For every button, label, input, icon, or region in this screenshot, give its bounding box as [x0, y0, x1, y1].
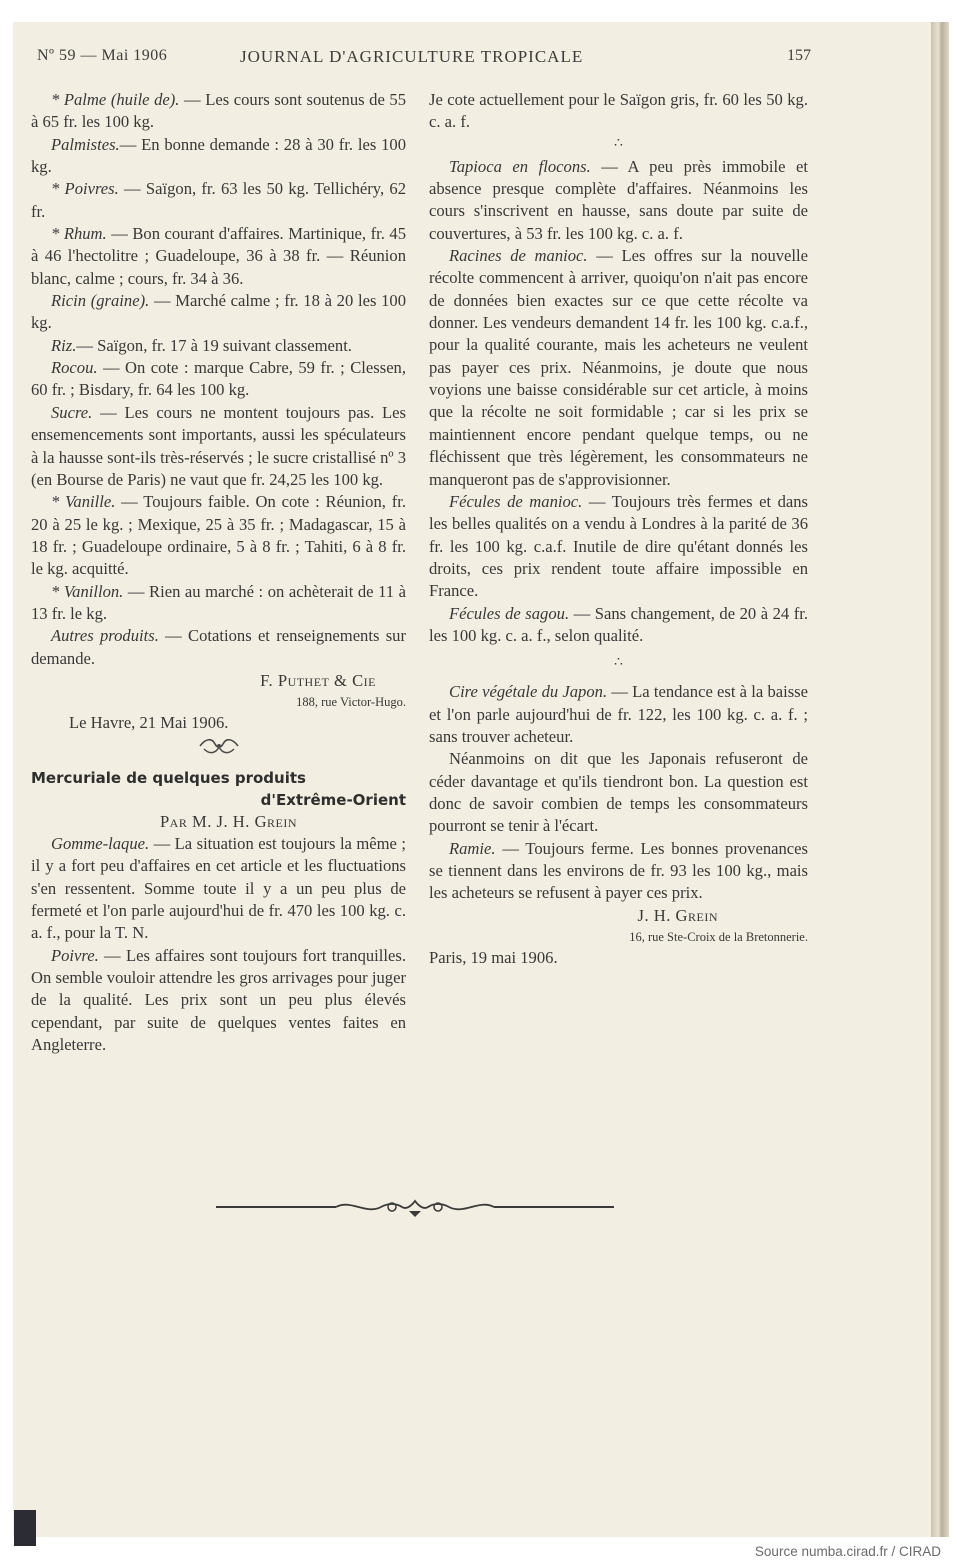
- section-separator: ∴: [614, 135, 623, 151]
- entry-autres-produits: Autres produits. — Cotations et renseignements sur demande.: [31, 626, 406, 668]
- right-column: [429, 89, 808, 969]
- entry-fecules-manioc: Fécules de manioc. — Toujours très fermes et dans les belles qualités on a vendu à Londres à la parité de 36 fr. les 100 kg. c.a.f. Inutile de dire qu'étant donnés les droits, ces prix rendent toute affaire impossible en France.: [429, 491, 808, 601]
- entry-japonais: Néanmoins on dit que les Japonais refuseront de céder davantage et qu'ils tiendront bon. La question est donc de savoir combien de temps les consommateurs pourront se tenir à l'écart.: [429, 749, 808, 836]
- running-header: [37, 45, 811, 69]
- entry-racines-manioc: Racines de manioc. — Les offres sur la nouvelle récolte commencent à arriver, quoiqu'on n'ait pas encore de données bien exactes sur ce que cette récolte va donner. Les vendeurs demandent 14 fr. les 100 kg. c.a.f., pour la qualité courante, mais les acheteurs ne veulent pas payer ces prix. Néanmoins, je doute que nous voyions une baisse considérable sur cet article, à moins que la récolte ne soit formidable ; car si les prix se maintiennent encore pendant quelque temps, ou ne fléchissent que très légèrement, les consommateurs ne manqueront pas de s'approvisionner.: [429, 246, 808, 489]
- entry-riz: Riz.— Saïgon, fr. 17 à 19 suivant classement.: [51, 335, 352, 355]
- fleuron-ornament: [31, 735, 406, 761]
- entry-rocou: Rocou. — On cote : marque Cabre, 59 fr. ; Clessen, 60 fr. ; Bisdary, fr. 64 les 100 kg.: [31, 358, 406, 400]
- entry-rhum: * Rhum. — Bon courant d'affaires. Martinique, fr. 45 à 46 l'hectolitre ; Guadeloupe, 36 à 38 fr. — Réunion blanc, calme ; cours, fr. 34 à 36.: [31, 224, 406, 288]
- issue-label: Nº 59 — Mai 1906: [37, 47, 168, 64]
- entry-vanillon: * Vanillon. — Rien au marché : on achèterait de 11 à 13 fr. le kg.: [31, 581, 406, 623]
- entry-sucre: Sucre. — Les cours ne montent toujours pas. Les ensemencements sont importants, aussi les spéculateurs à la hausse sont-ils très-réservés ; le sucre cristallisé nº 3 (en Bourse de Paris) ne vaut que fr. 24,25 les 100 kg.: [31, 402, 406, 489]
- journal-title: JOURNAL D'AGRICULTURE TROPICALE: [240, 47, 584, 66]
- entry-cire-vegetale: Cire végétale du Japon. — La tendance est à la baisse et l'on parle aujourd'hui de fr. 122, les 100 kg. c. a. f. ; sans trouver acheteur.: [429, 682, 809, 746]
- source-credit: Source numba.cirad.fr / CIRAD: [754, 1544, 941, 1559]
- entry-ramie: Ramie. — Toujours ferme. Les bonnes provenances se tiennent dans les environs de fr. 93 les 100 kg., mais les acheteurs se refusent à payer ces prix.: [429, 838, 808, 903]
- dateline-2: Paris, 19 mai 1906.: [429, 948, 558, 968]
- left-column: [31, 89, 406, 1056]
- section-title: Mercuriale de quelques produits d'Extrême-Orient: [31, 768, 406, 809]
- section-separator-2: ∴: [614, 655, 623, 671]
- book-page-edges: [931, 22, 949, 1537]
- entry-ricin: Ricin (graine). — Marché calme ; fr. 18 à 20 les 100 kg.: [31, 291, 406, 333]
- book-binding: [14, 1510, 36, 1546]
- entry-poivre: Poivre. — Les affaires sont toujours fort tranquilles. On semble vouloir attendre les gros arrivages pour juger de la qualité. Les prix sont un peu plus élevés cependant, par suite de quelques ventes faites en Angleterre.: [31, 945, 406, 1055]
- entry-gomme-laque: Gomme-laque. — La situation est toujours la même ; il y a fort peu d'affaires en cet article et les fluctuations s'en ressentent. Somme toute il y a un peu plus de fermeté et l'on parle aujourd'hui de fr. 470 les 100 kg. c. a. f., pour la T. N.: [31, 833, 406, 943]
- dateline: Le Havre, 21 Mai 1906.: [69, 713, 229, 733]
- signature-address: 188, rue Victor-Hugo.: [296, 695, 406, 710]
- page-number: 157: [787, 47, 811, 64]
- entry-poivres: * Poivres. — Saïgon, fr. 63 les 50 kg. Tellichéry, 62 fr.: [31, 179, 406, 221]
- byline: Par M. J. H. Grein: [159, 811, 298, 831]
- entry-palme: * Palme (huile de). — Les cours sont soutenus de 55 à 65 fr. les 100 kg.: [31, 90, 406, 132]
- continuation-text: Je cote actuellement pour le Saïgon gris, fr. 60 les 50 kg. c. a. f.: [429, 90, 808, 132]
- signature: F. Puthet & Cie: [260, 670, 376, 690]
- entry-tapioca: Tapioca en flocons. — A peu près immobile et absence presque complète d'affaires. Néanmoins les cours s'inscrivent en hausse, sans doute par suite de couvertures, à 53 fr. les 100 kg. c. a. f.: [429, 156, 808, 243]
- entry-fecules-sagou: Fécules de sagou. — Sans changement, de 20 à 24 fr. les 100 kg. c. a. f., selon qualité.: [429, 603, 808, 645]
- tailpiece-ornament: [216, 1193, 614, 1221]
- signature-address-2: 16, rue Ste-Croix de la Bretonnerie.: [629, 930, 808, 945]
- entry-vanille: * Vanille. — Toujours faible. On cote : Réunion, fr. 20 à 25 le kg. ; Mexique, 25 à 35 fr. ; Madagascar, 15 à 18 fr. ; Guadeloupe ordinaire, 5 à 8 fr. ; Tahiti, 6 à 8 fr. le kg. acquitté.: [31, 492, 406, 579]
- signature-2: J. H. Grein: [637, 905, 718, 925]
- entry-palmistes: Palmistes.— En bonne demande : 28 à 30 fr. les 100 kg.: [31, 134, 406, 177]
